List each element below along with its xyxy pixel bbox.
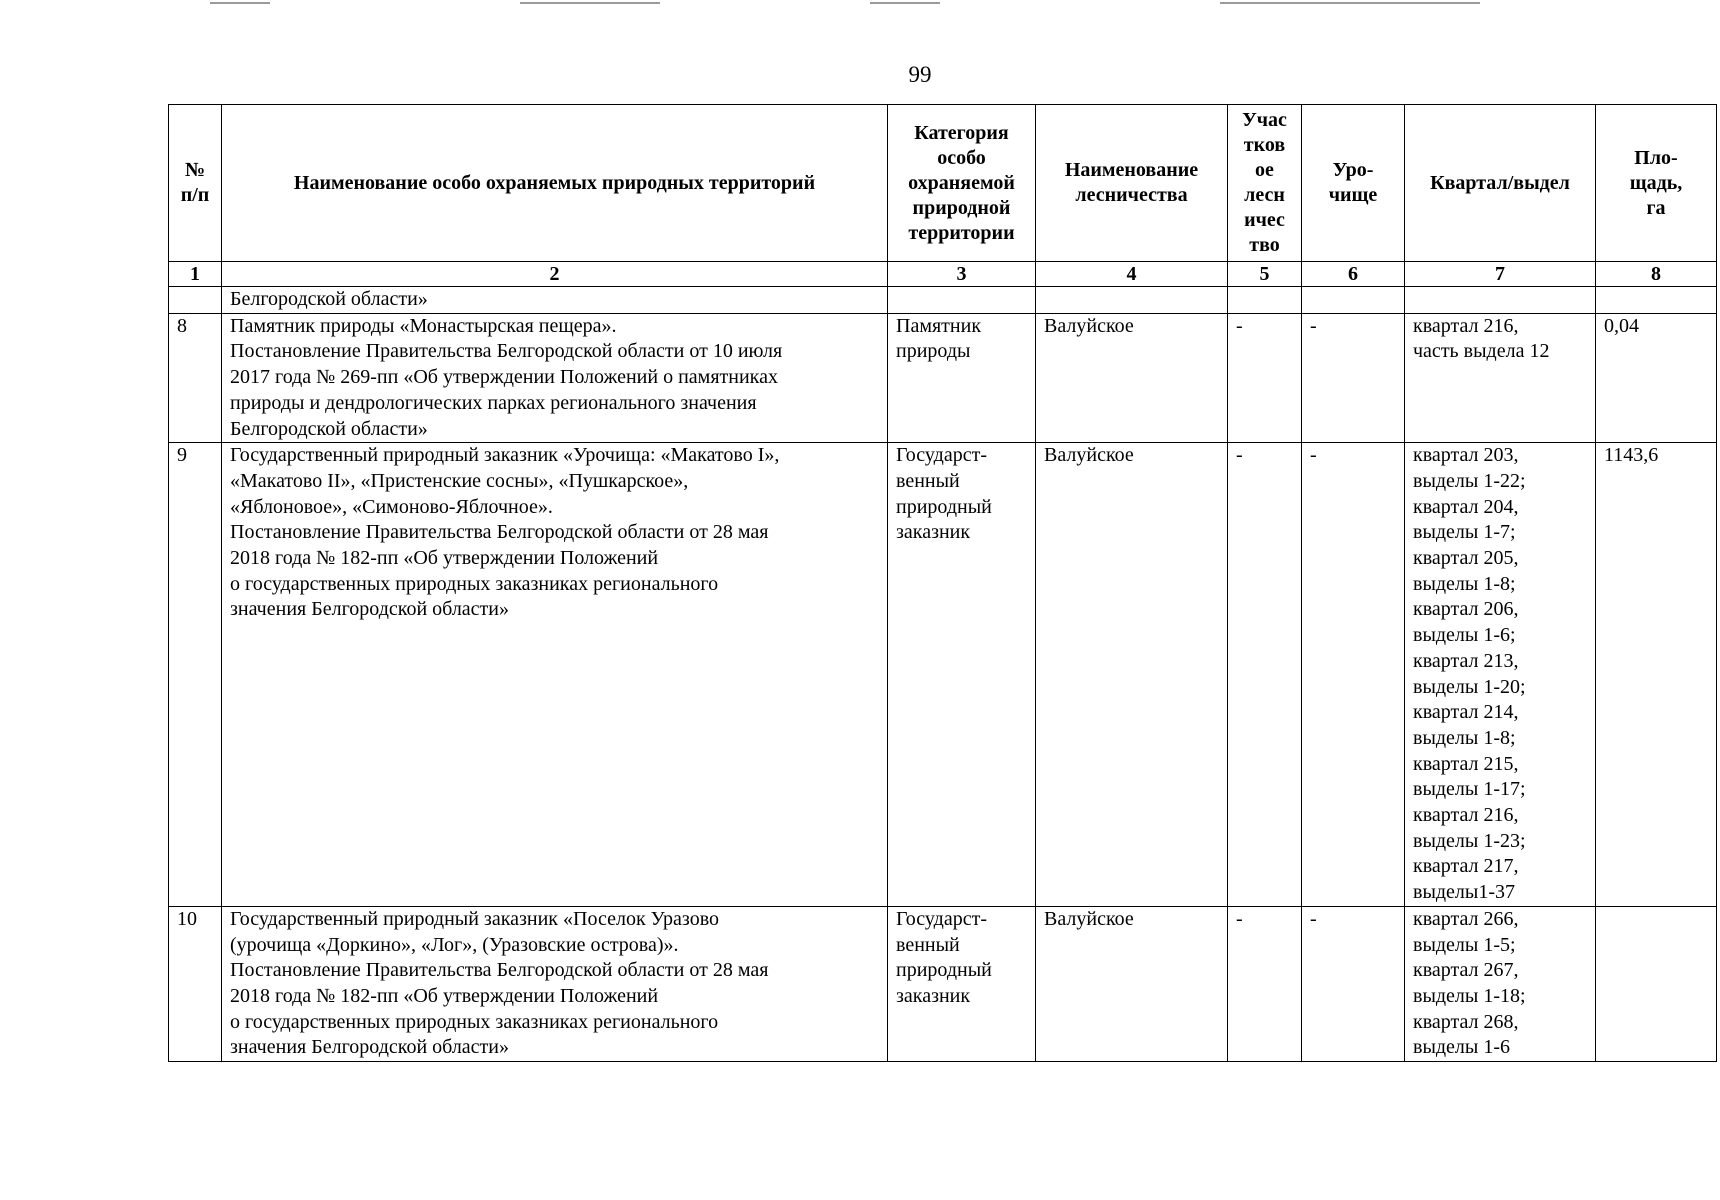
text-line: о государственных природных заказниках регионального — [230, 1010, 719, 1033]
header-cell-number — [169, 105, 222, 262]
text-line: га — [1646, 196, 1666, 219]
text-line: «Яблоновое», «Симоново-Яблочное». — [230, 495, 553, 518]
text-line: квартал 214, — [1413, 701, 1519, 724]
cell-category — [888, 906, 1036, 1061]
header-lines — [1234, 108, 1295, 258]
text-line: квартал 268, — [1413, 1010, 1519, 1033]
text-line: выделы 1-8; — [1413, 572, 1516, 595]
cell-category — [888, 313, 1036, 443]
cell-quarter — [1405, 443, 1596, 907]
header-cell-tract — [1302, 105, 1405, 262]
text-line: природы — [896, 340, 971, 363]
cell-lines — [896, 907, 1027, 1010]
text-line: лесн — [1244, 184, 1285, 206]
text-line: выделы 1-18; — [1413, 984, 1526, 1007]
header-lines — [1042, 158, 1221, 208]
cell-name — [222, 287, 888, 314]
text-line: заказник — [896, 521, 971, 544]
text-line: территории — [908, 221, 1015, 244]
table-row — [169, 443, 1717, 907]
cell-district-forestry: - — [1228, 443, 1302, 907]
text-line: выделы 1-7; — [1413, 521, 1516, 544]
text-line: Памятник природы «Монастырская пещера». — [230, 314, 617, 337]
cell-quarter — [1405, 313, 1596, 443]
page-number: 99 — [908, 62, 932, 87]
scan-edge-line — [210, 2, 270, 4]
column-number: 7 — [1405, 262, 1596, 287]
cell-tract — [1302, 287, 1405, 314]
text-line: природный — [896, 959, 992, 982]
header-cell-area — [1596, 105, 1717, 262]
text-line: 2017 года № 269-пп «Об утверждении Положений о памятниках — [230, 366, 778, 389]
column-number: 2 — [222, 262, 888, 287]
text-line: Категория — [914, 121, 1009, 144]
cell-lines — [230, 443, 879, 623]
cell-category — [888, 443, 1036, 907]
cell-lines — [1413, 443, 1587, 906]
text-line: выделы 1-6; — [1413, 624, 1516, 647]
cell-area: 0,04 — [1596, 313, 1717, 443]
text-line: охраняемой — [908, 171, 1015, 194]
table-row-continuation — [169, 287, 1717, 314]
text-line: Государственный природный заказник «Поселок Уразово — [230, 907, 720, 930]
cell-tract: - — [1302, 906, 1405, 1061]
text-line: ое — [1255, 159, 1274, 181]
cell-area — [1596, 287, 1717, 314]
text-line: Постановление Правительства Белгородской области от 28 мая — [230, 959, 769, 982]
text-line: Учас — [1242, 109, 1287, 131]
cell-lines — [230, 907, 879, 1061]
text-line: венный — [896, 933, 960, 956]
text-line: квартал 267, — [1413, 959, 1519, 982]
text-line: выделы 1-8; — [1413, 726, 1516, 749]
cell-district-forestry: - — [1228, 906, 1302, 1061]
cell-quarter — [1405, 906, 1596, 1061]
column-number: 5 — [1228, 262, 1302, 287]
text-line: значения Белгородской области» — [230, 1036, 510, 1059]
cell-lines — [1413, 907, 1587, 1061]
cell-number — [169, 287, 222, 314]
cell-forestry: Валуйское — [1036, 313, 1228, 443]
cell-lines — [896, 314, 1027, 365]
cell-name — [222, 443, 888, 907]
cell-forestry: Валуйское — [1036, 443, 1228, 907]
text-line: выделы 1-22; — [1413, 469, 1526, 492]
text-line: природной — [912, 196, 1011, 219]
header-cell-district-forestry — [1228, 105, 1302, 262]
text-line: тво — [1249, 234, 1280, 256]
cell-number: 10 — [169, 906, 222, 1061]
text-line: Государст- — [896, 444, 987, 467]
cell-number: 9 — [169, 443, 222, 907]
text-line: Наименование особо охраняемых природных территорий — [293, 171, 816, 194]
text-line: Постановление Правительства Белгородской области от 10 июля — [230, 340, 783, 363]
column-number: 6 — [1302, 262, 1405, 287]
header-cell-category — [888, 105, 1036, 262]
text-line: квартал 266, — [1413, 907, 1519, 930]
text-line: природы и дендрологических парках регионального значения — [230, 391, 757, 414]
column-number: 8 — [1596, 262, 1717, 287]
scan-edge-line — [870, 2, 940, 4]
column-number: 3 — [888, 262, 1036, 287]
column-number: 1 — [169, 262, 222, 287]
cell-quarter — [1405, 287, 1596, 314]
scan-edge-line — [520, 2, 660, 4]
cell-forestry — [1036, 287, 1228, 314]
cell-lines — [896, 443, 1027, 546]
text-line: квартал 205, — [1413, 547, 1519, 570]
text-line: квартал 213, — [1413, 649, 1519, 672]
text-line: Уро- — [1332, 159, 1374, 181]
text-line: 2018 года № 182-пп «Об утверждении Положений — [230, 547, 659, 570]
text-line: Постановление Правительства Белгородской области от 28 мая — [230, 521, 769, 544]
text-line: о государственных природных заказниках регионального — [230, 572, 719, 595]
table-row — [169, 313, 1717, 443]
text-line: щадь, — [1629, 171, 1683, 194]
cell-tract: - — [1302, 313, 1405, 443]
header-cell-name — [222, 105, 888, 262]
protected-areas-table — [168, 104, 1717, 1062]
text-line: выделы1-37 — [1413, 881, 1516, 904]
text-line: квартал 215, — [1413, 752, 1519, 775]
cell-lines — [230, 314, 879, 443]
text-line: выделы 1-17; — [1413, 778, 1526, 801]
header-lines — [175, 158, 215, 208]
header-lines — [894, 121, 1029, 246]
cell-forestry: Валуйское — [1036, 906, 1228, 1061]
text-line: значения Белгородской области» — [230, 598, 510, 621]
text-line: выделы 1-6 — [1413, 1036, 1511, 1059]
text-line: квартал 216, — [1413, 804, 1519, 827]
text-line: заказник — [896, 984, 971, 1007]
text-line: Белгородской области» — [230, 288, 428, 310]
text-line: 2018 года № 182-пп «Об утверждении Положений — [230, 984, 659, 1007]
cell-name — [222, 313, 888, 443]
text-line: (урочища «Доркино», «Лог», (Уразовские острова)». — [230, 933, 679, 956]
cell-district-forestry — [1228, 287, 1302, 314]
cell-tract: - — [1302, 443, 1405, 907]
text-line: Квартал/выдел — [1430, 171, 1570, 194]
cell-district-forestry: - — [1228, 313, 1302, 443]
text-line: квартал 216, — [1413, 314, 1519, 337]
column-number-row — [169, 262, 1717, 287]
text-line: квартал 203, — [1413, 444, 1519, 467]
text-line: выделы 1-5; — [1413, 933, 1516, 956]
text-line: выделы 1-23; — [1413, 829, 1526, 852]
text-line: квартал 206, — [1413, 598, 1519, 621]
text-line: чище — [1328, 184, 1378, 206]
text-line: квартал 204, — [1413, 495, 1519, 518]
text-line: ичес — [1244, 209, 1285, 231]
text-line: Наименование — [1064, 159, 1199, 181]
text-line: выделы 1-20; — [1413, 675, 1526, 698]
text-line: венный — [896, 469, 960, 492]
text-line: лесничества — [1075, 184, 1188, 206]
header-lines — [1308, 158, 1398, 208]
scan-edge-line — [1220, 2, 1480, 4]
text-line: квартал 217, — [1413, 855, 1519, 878]
cell-category — [888, 287, 1036, 314]
header-lines — [1411, 171, 1589, 196]
header-cell-forestry — [1036, 105, 1228, 262]
header-lines — [228, 171, 881, 196]
text-line: «Макатово II», «Пристенские сосны», «Пушкарское», — [230, 469, 689, 492]
cell-number: 8 — [169, 313, 222, 443]
table-row — [169, 906, 1717, 1061]
column-number: 4 — [1036, 262, 1228, 287]
text-line: № — [184, 159, 206, 181]
text-line: Государственный природный заказник «Урочища: «Макатово I», — [230, 444, 780, 467]
header-row — [169, 105, 1717, 262]
cell-area — [1596, 906, 1717, 1061]
cell-name — [222, 906, 888, 1061]
text-line: тков — [1243, 134, 1286, 156]
header-cell-quarter — [1405, 105, 1596, 262]
text-line: Государст- — [896, 907, 987, 930]
text-line: природный — [896, 495, 992, 518]
text-line: особо — [937, 146, 986, 169]
cell-area: 1143,6 — [1596, 443, 1717, 907]
header-lines — [1602, 146, 1710, 221]
cell-lines — [230, 287, 879, 313]
text-line: Памятник — [896, 314, 982, 337]
text-line: часть выдела 12 — [1413, 340, 1550, 363]
cell-lines — [1413, 314, 1587, 365]
text-line: Белгородской области» — [230, 417, 428, 440]
text-line: п/п — [180, 184, 210, 206]
text-line: Пло- — [1634, 146, 1678, 169]
